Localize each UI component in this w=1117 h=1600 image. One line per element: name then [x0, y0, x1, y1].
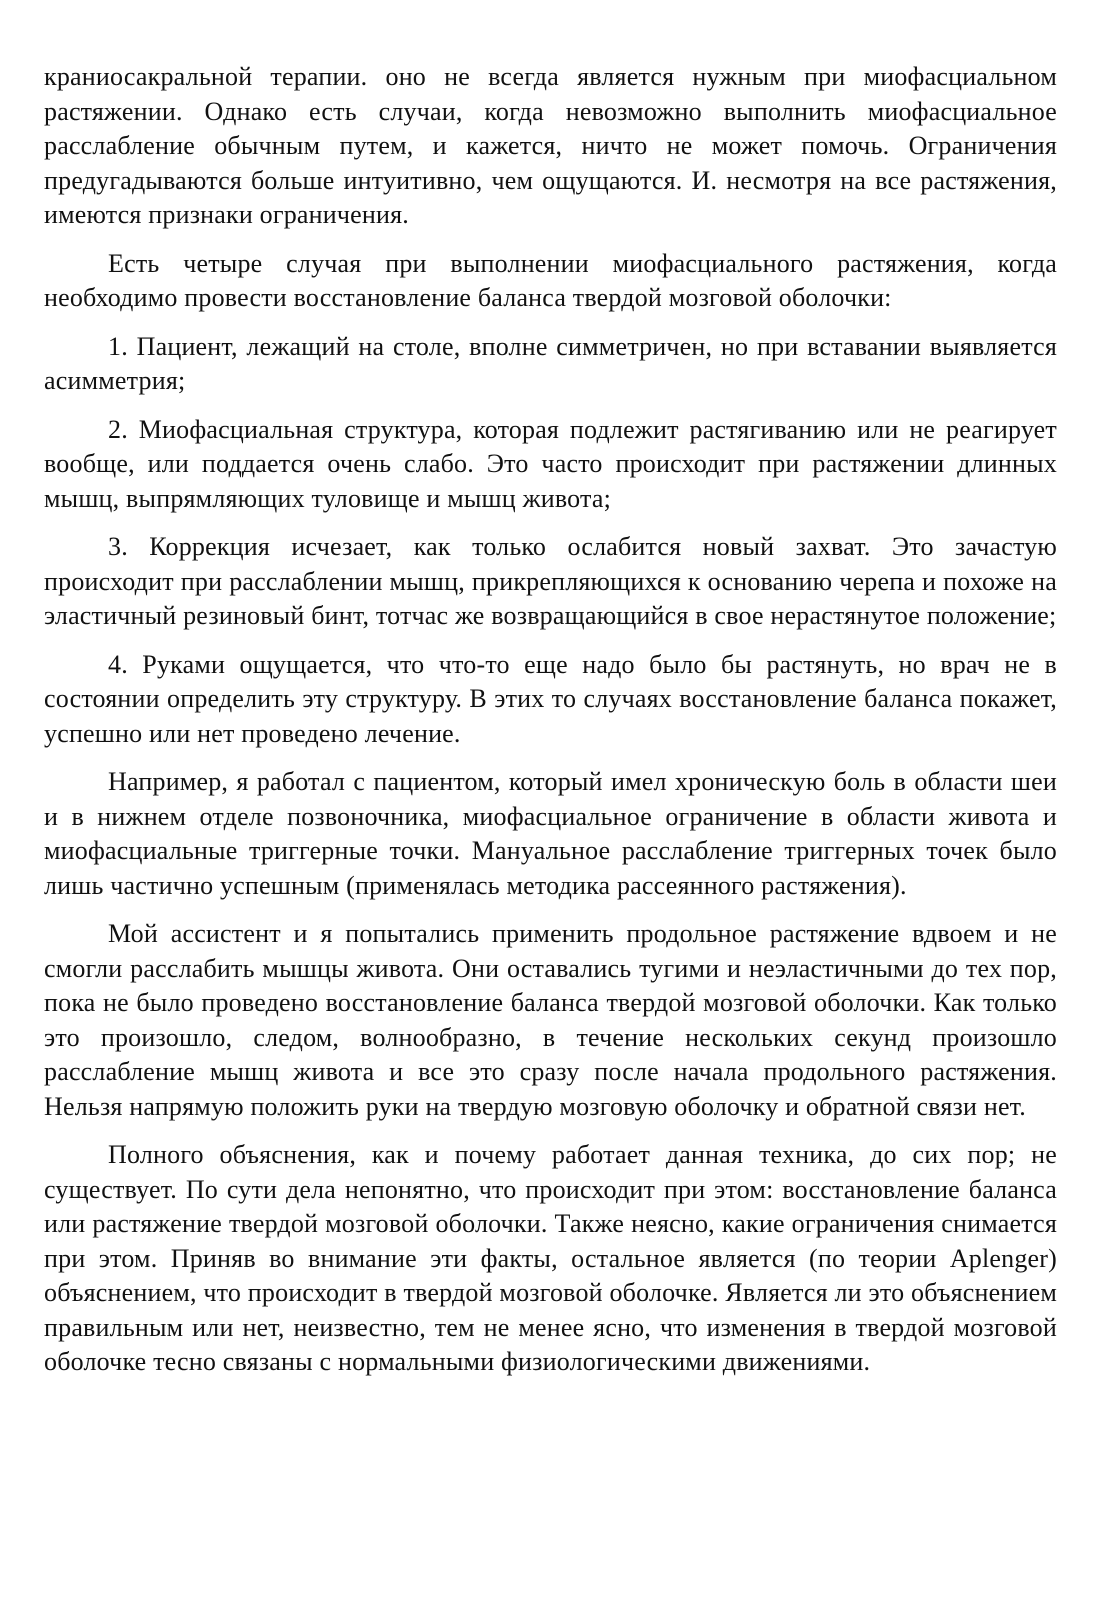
- paragraph-four-cases-intro: Есть четыре случая при выполнении миофасциального растяжения, когда необходимо провести восстановление баланса твердой мозговой оболочки:: [44, 248, 1057, 312]
- list-item-case-4: 4. Руками ощущается, что что-то еще надо было бы растянуть, но врач не в состоянии определить эту структуру. В этих то случаях восстановление баланса покажет, успешно или нет проведено лечение.: [44, 649, 1057, 748]
- paragraph-example-patient: Например, я работал с пациентом, который имел хроническую боль в области шеи и в нижнем отделе позвоночника, миофасциальное ограничение в области живота и миофасциальные триггерные точки. Мануальное расслабление триггерных точек было лишь частично успешным (применялась методика рассеянного растяжения).: [44, 767, 1057, 900]
- paragraph-explanation: Полного объяснения, как и почему работает данная техника, до сих пор; не существует. По сути дела непонятно, что происходит при этом: восстановление баланса или растяжение твердой мозговой оболочки. Также неясно, какие ограничения снимается при этом. Приняв во внимание эти факты, остальное является (по теории Aplenger) объяснением, что происходит в твердой мозговой оболочке. Является ли это объяснением правильным или нет, неизвестно, тем не менее ясно, что изменения в твердой мозговой оболочке тесно связаны с нормальными физиологическими движениями.: [44, 1140, 1057, 1376]
- document-page: [44, 60, 1057, 1394]
- list-item-case-1: 1. Пациент, лежащий на столе, вполне симметричен, но при вставании выявляется асимметрия;: [44, 331, 1057, 395]
- list-item-case-3: 3. Коррекция исчезает, как только ослабится новый захват. Это зачастую происходит при расслаблении мышц, прикрепляющихся к основанию черепа и похоже на эластичный резиновый бинт, тотчас же возвращающийся в свое нерастянутое положение;: [44, 532, 1057, 630]
- paragraph-assistant: Мой ассистент и я попытались применить продольное растяжение вдвоем и не смогли расслабить мышцы живота. Они оставались тугими и неэластичными до тех пор, пока не было проведено восстановление баланса твердой мозговой оболочки. Как только это произошло, следом, волнообразно, в течение нескольких секунд произошло расслабление мышц живота и все это сразу после начала продольного растяжения. Нельзя напрямую положить руки на твердую мозговую оболочку и обратной связи нет.: [44, 919, 1057, 1121]
- list-item-case-2: 2. Миофасциальная структура, которая подлежит растягиванию или не реагирует вообще, или поддается очень слабо. Это часто происходит при растяжении длинных мышц, выпрямляющих туловище и мышц живота;: [44, 414, 1057, 513]
- paragraph-continuation: краниосакральной терапии. оно не всегда является нужным при миофасциальном растяжении. Однако есть случаи, когда невозможно выполнить миофасциальное расслабление обычным путем, и кажется, ничто не может помочь. Ограничения предугадываются больше интуитивно, чем ощущаются. И. несмотря на все растяжения, имеются признаки ограничения.: [44, 62, 1057, 229]
